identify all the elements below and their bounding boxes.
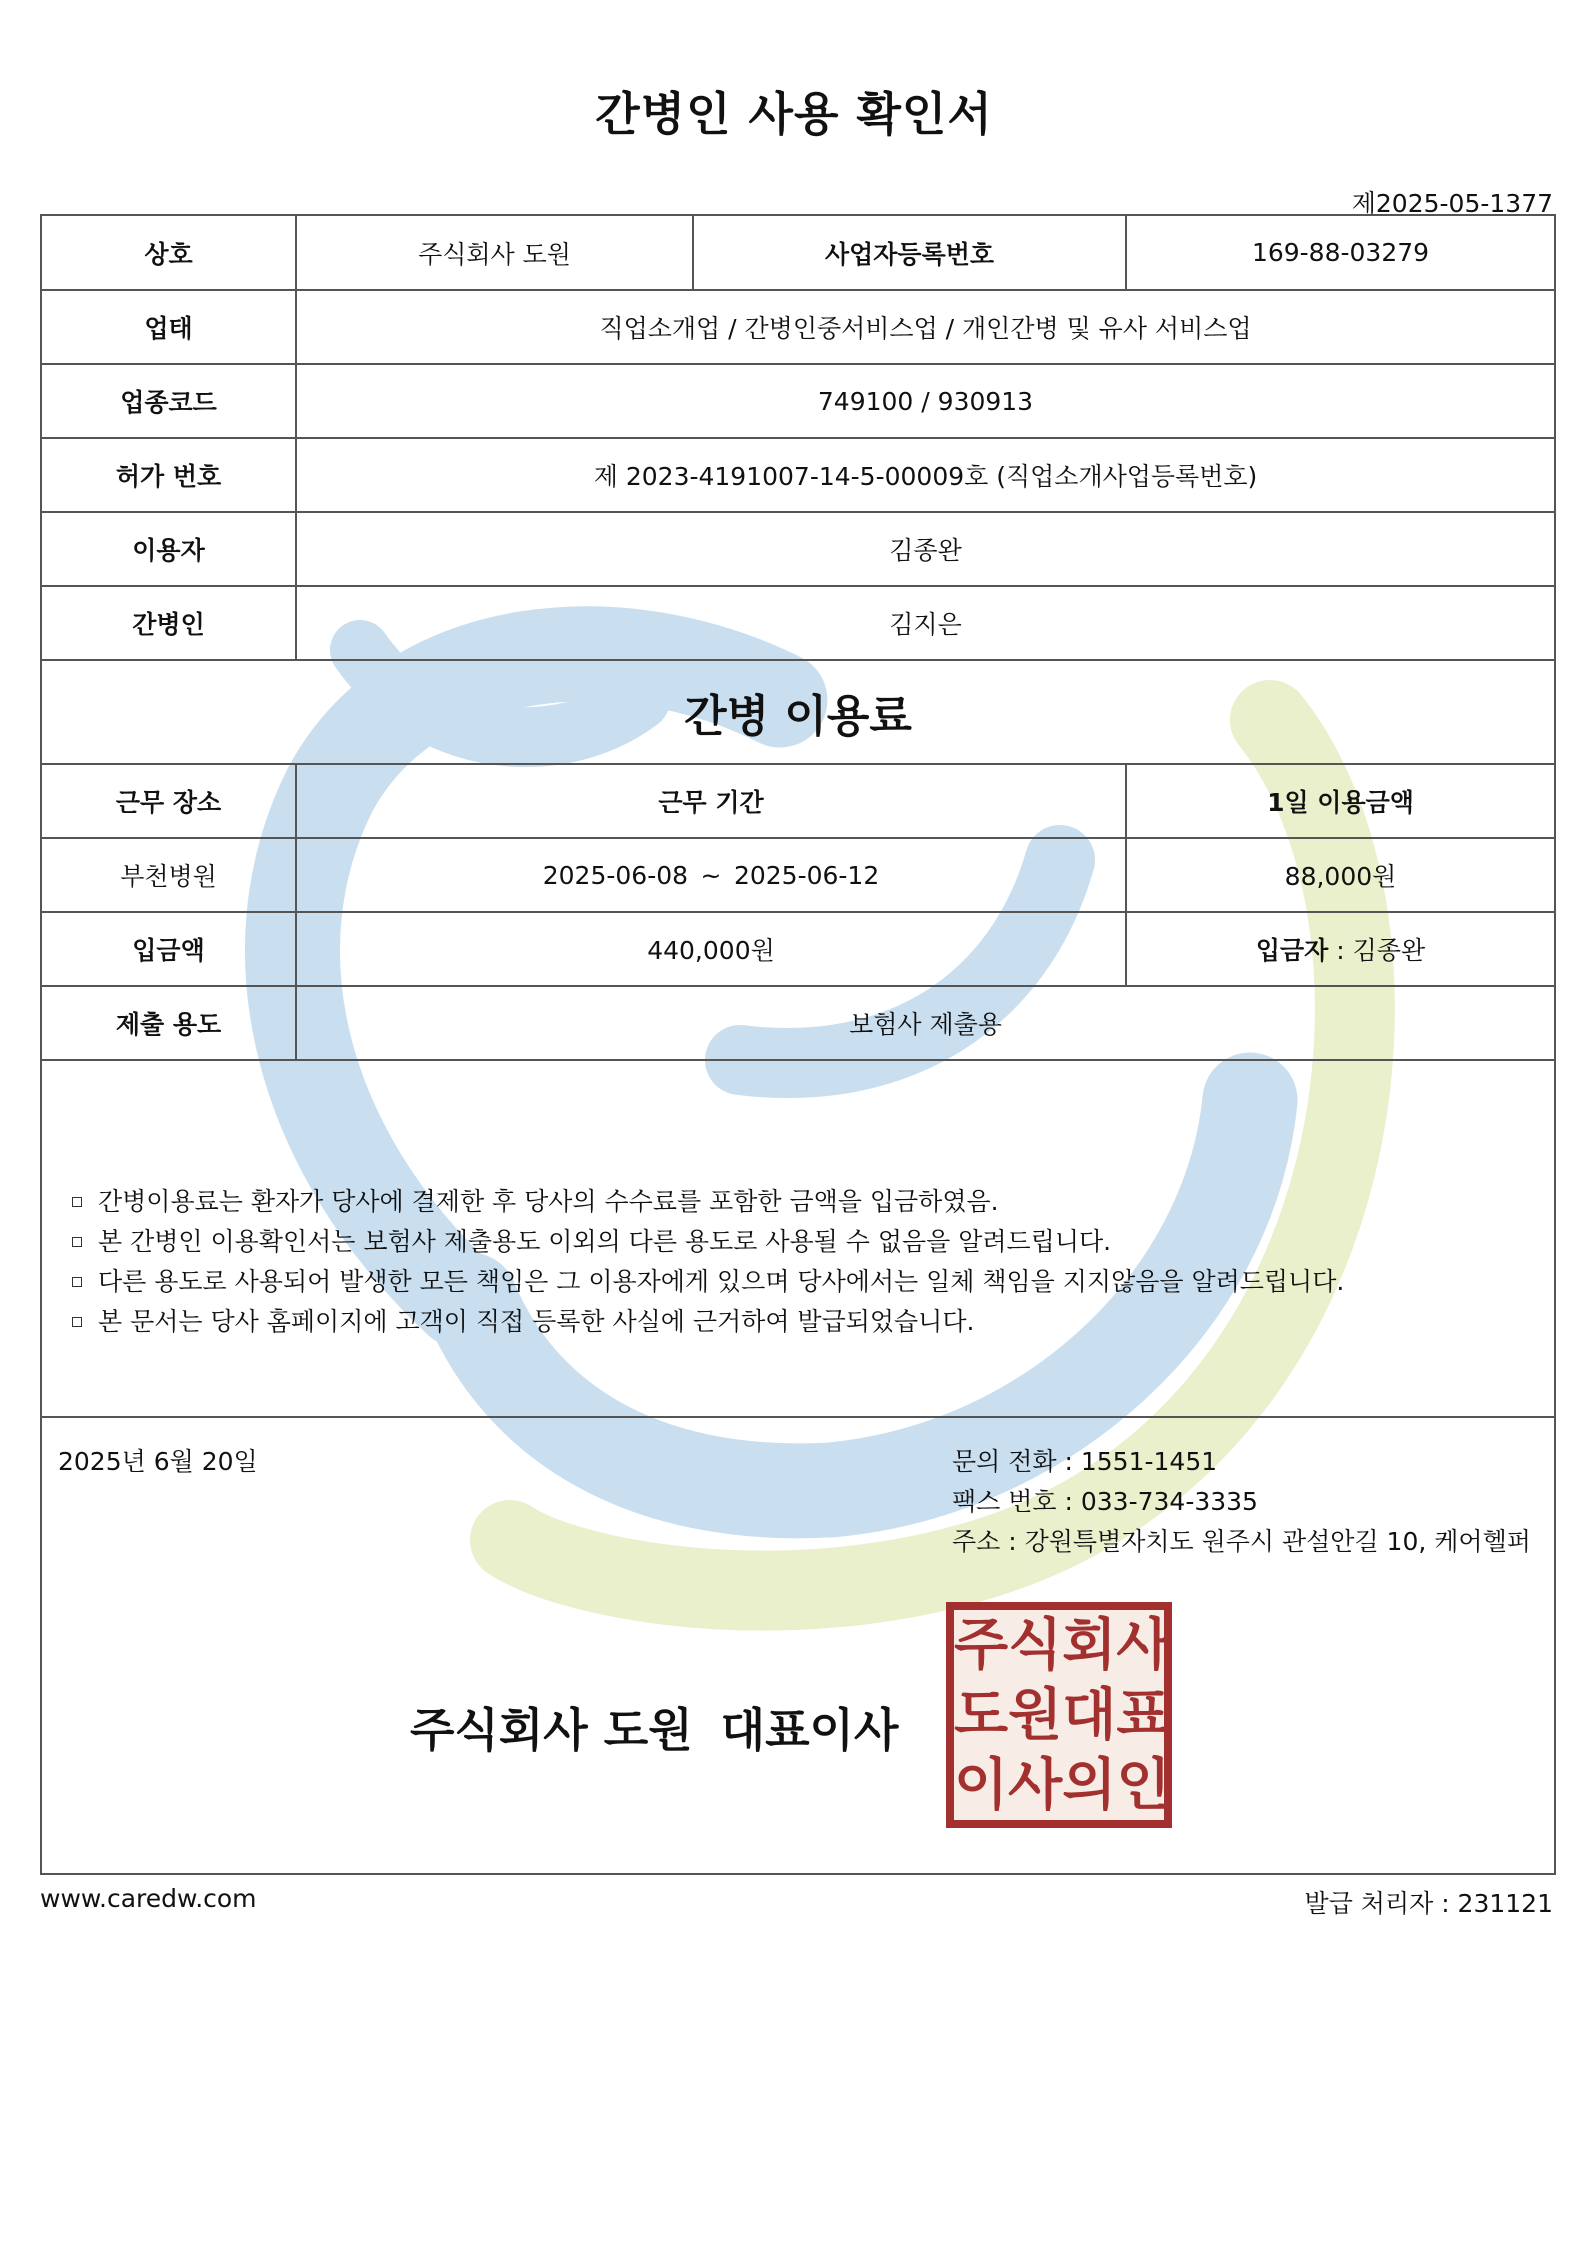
document-number: 제2025-05-1377 [1351, 189, 1553, 218]
notice-item [66, 1302, 1526, 1342]
depositor-separator: : [1328, 936, 1353, 965]
period-value [296, 838, 1126, 912]
square-bullet-icon [72, 1237, 82, 1247]
fee-section-title: 간병 이용료 [42, 660, 1554, 764]
deposit-value: 440,000원 [296, 912, 1126, 986]
user-row [42, 512, 1554, 586]
user-label: 이용자 [42, 512, 296, 586]
seal-char: 도 [954, 1682, 1009, 1748]
seal-char: 식 [1008, 1612, 1063, 1678]
notice-text: 다른 용도로 사용되어 발생한 모든 책임은 그 이용자에게 있으며 당사에서는 일체 책임을 지지않음을 알려드립니다. [98, 1267, 1345, 1296]
square-bullet-icon [72, 1317, 82, 1327]
fee-value-row [42, 838, 1554, 912]
seal-char: 주 [954, 1612, 1009, 1678]
industry-code-row [42, 364, 1554, 438]
industry-code-label: 업종코드 [42, 364, 296, 438]
caregiver-row [42, 586, 1554, 660]
license-value: 제 2023-4191007-14-5-00009호 (직업소개사업등록번호) [296, 438, 1554, 512]
contact-info [952, 1442, 1531, 1562]
seal-char: 사 [1116, 1612, 1171, 1678]
company-signature [410, 1694, 898, 1760]
notice-item [66, 1182, 1526, 1222]
notice-item [66, 1262, 1526, 1302]
industry-code-value: 749100 / 930913 [296, 364, 1554, 438]
info-table [42, 216, 1554, 1061]
company-seal-stamp [946, 1602, 1172, 1828]
company-label: 상호 [42, 216, 296, 290]
contact-fax: 팩스 번호 : 033-734-3335 [952, 1487, 1258, 1516]
square-bullet-icon [72, 1277, 82, 1287]
seal-char: 표 [1116, 1682, 1171, 1748]
period-separator: ~ [700, 860, 722, 890]
square-bullet-icon [72, 1197, 82, 1207]
place-value: 부천병원 [42, 838, 296, 912]
seal-char: 원 [1008, 1682, 1063, 1748]
bizno-value: 169-88-03279 [1126, 216, 1554, 290]
notice-text: 본 간병인 이용확인서는 보험사 제출용도 이외의 다른 용도로 사용될 수 없음을 알려드립니다. [98, 1227, 1112, 1256]
business-type-label: 업태 [42, 290, 296, 364]
fee-header-row [42, 764, 1554, 838]
seal-char: 사 [1008, 1752, 1063, 1818]
contact-phone: 문의 전화 : 1551-1451 [952, 1447, 1218, 1476]
contact-address: 주소 : 강원특별자치도 원주시 관설안길 10, 케어헬퍼 [952, 1527, 1531, 1556]
caregiver-value: 김지은 [296, 586, 1554, 660]
bizno-label: 사업자등록번호 [693, 216, 1126, 290]
signature-title: 대표이사 [720, 1703, 899, 1757]
purpose-label: 제출 용도 [42, 986, 296, 1060]
seal-grid [954, 1610, 1171, 1820]
deposit-row [42, 912, 1554, 986]
seal-char: 이 [954, 1752, 1009, 1818]
caregiver-label: 간병인 [42, 586, 296, 660]
company-value: 주식회사 도원 [296, 216, 693, 290]
period-end: 2025-06-12 [733, 860, 880, 890]
seal-char: 회 [1062, 1612, 1117, 1678]
purpose-row [42, 986, 1554, 1060]
issuer-info: 발급 처리자 : 231121 [1304, 1889, 1553, 1918]
business-type-row [42, 290, 1554, 364]
user-value: 김종완 [296, 512, 1554, 586]
notice-text: 간병이용료는 환자가 당사에 결제한 후 당사의 수수료를 포함한 금액을 입금하였음. [98, 1187, 999, 1216]
business-type-value: 직업소개업 / 간병인중서비스업 / 개인간병 및 유사 서비스업 [296, 290, 1554, 364]
signature-company: 주식회사 도원 [410, 1703, 693, 1757]
notice-text: 본 문서는 당사 홈페이지에 고객이 직접 등록한 사실에 근거하여 발급되었습니다. [98, 1307, 975, 1336]
seal-char: 대 [1062, 1682, 1117, 1748]
seal-char: 의 [1062, 1752, 1117, 1818]
license-label: 허가 번호 [42, 438, 296, 512]
section-divider [42, 1416, 1554, 1418]
depositor-value: 김종완 [1352, 936, 1426, 965]
website-link[interactable]: www.caredw.com [40, 1884, 257, 1913]
company-row [42, 216, 1554, 290]
period-header: 근무 기간 [296, 764, 1126, 838]
notice-list [66, 1182, 1526, 1342]
fee-section-row [42, 660, 1554, 764]
seal-char: 인 [1116, 1752, 1171, 1818]
document-title: 간병인 사용 확인서 [595, 87, 993, 141]
issue-date: 2025년 6월 20일 [58, 1447, 258, 1476]
notice-item [66, 1222, 1526, 1262]
depositor-cell [1126, 912, 1554, 986]
purpose-value: 보험사 제출용 [296, 986, 1554, 1060]
certificate-frame [40, 214, 1556, 1875]
place-header: 근무 장소 [42, 764, 296, 838]
daily-value: 88,000원 [1126, 838, 1554, 912]
daily-header: 1일 이용금액 [1126, 764, 1554, 838]
deposit-label: 입금액 [42, 912, 296, 986]
license-row [42, 438, 1554, 512]
depositor-label: 입금자 [1255, 936, 1329, 965]
period-start: 2025-06-08 [542, 860, 689, 890]
